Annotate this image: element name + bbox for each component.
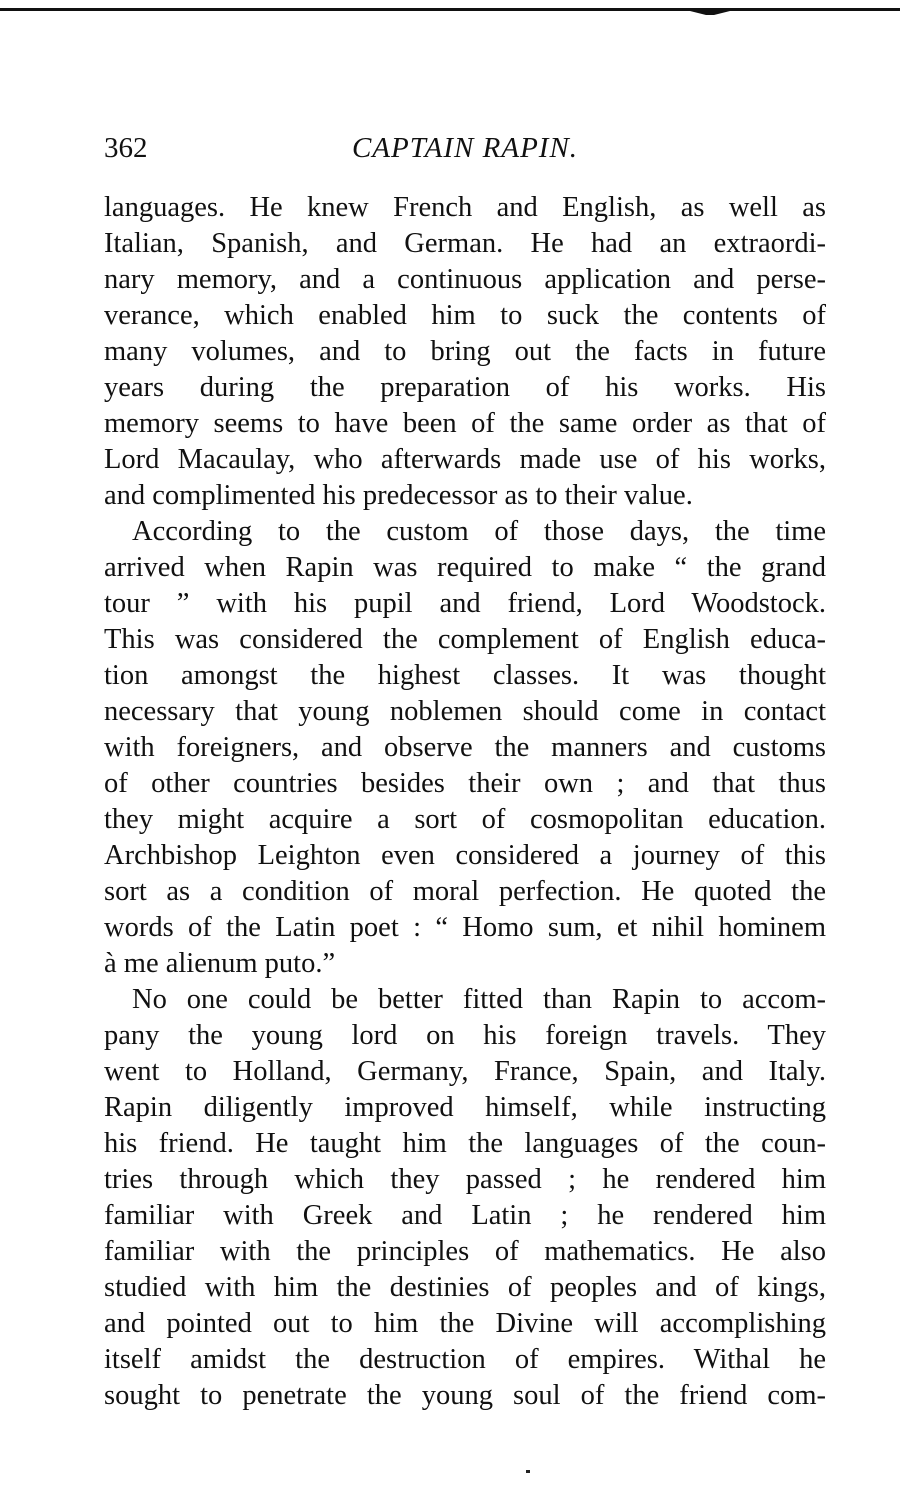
text-line: Rapin diligently improved himself, while instructing: [104, 1092, 826, 1123]
page-title: CAPTAIN RAPIN.: [351, 132, 579, 164]
top-rule-notch: [690, 11, 730, 15]
text-line: verance, which enabled him to suck the contents of: [104, 300, 826, 331]
text-line: According to the custom of those days, the time: [132, 516, 826, 547]
text-line: many volumes, and to bring out the facts in future: [104, 336, 826, 367]
paragraph-2: [104, 514, 826, 982]
text-line: years during the preparation of his works. His: [104, 372, 826, 403]
book-page: [104, 128, 826, 1414]
paragraph-3: [104, 982, 826, 1414]
top-rule: [0, 8, 900, 11]
text-line: went to Holland, Germany, France, Spain, and Italy.: [104, 1056, 826, 1087]
text-line: sought to penetrate the young soul of the friend com-: [104, 1380, 826, 1411]
text-line: Italian, Spanish, and German. He had an extraordi-: [104, 228, 826, 259]
text-line: familiar with Greek and Latin ; he rendered him: [104, 1200, 826, 1231]
text-line: tries through which they passed ; he rendered him: [104, 1164, 826, 1195]
text-line: This was considered the complement of English educa-: [104, 624, 826, 655]
text-line: and complimented his predecessor as to their value.: [104, 480, 693, 511]
text-line: studied with him the destinies of peoples and of kings,: [104, 1272, 826, 1303]
text-line: Archbishop Leighton even considered a journey of this: [104, 840, 826, 871]
text-line: arrived when Rapin was required to make “ the grand: [104, 552, 826, 583]
text-line: pany the young lord on his foreign travels. They: [104, 1020, 826, 1051]
text-line: with foreigners, and observe the manners and customs: [104, 732, 826, 763]
text-line: memory seems to have been of the same order as that of: [104, 408, 826, 439]
text-line: sort as a condition of moral perfection. He quoted the: [104, 876, 826, 907]
text-line: and pointed out to him the Divine will accomplishing: [104, 1308, 826, 1339]
text-line: familiar with the principles of mathematics. He also: [104, 1236, 826, 1267]
text-line: of other countries besides their own ; and that thus: [104, 768, 826, 799]
text-line: No one could be better fitted than Rapin to accom-: [132, 984, 826, 1015]
body-text: [104, 190, 826, 1414]
text-line: words of the Latin poet : “ Homo sum, et nihil hominem: [104, 912, 826, 943]
print-speck: [526, 1470, 530, 1473]
text-line: nary memory, and a continuous application and perse-: [104, 264, 826, 295]
text-line: tour ” with his pupil and friend, Lord Woodstock.: [104, 588, 826, 619]
paragraph-1: [104, 190, 826, 514]
text-line: à me alienum puto.”: [104, 948, 336, 979]
page-number: 362: [104, 132, 148, 164]
text-line: itself amidst the destruction of empires. Withal he: [104, 1344, 826, 1375]
text-line: languages. He knew French and English, as well as: [104, 192, 826, 223]
text-line: tion amongst the highest classes. It was thought: [104, 660, 826, 691]
text-line: they might acquire a sort of cosmopolitan education.: [104, 804, 826, 835]
text-line: necessary that young noblemen should come in contact: [104, 696, 826, 727]
running-head: [104, 128, 826, 172]
text-line: Lord Macaulay, who afterwards made use of his works,: [104, 444, 826, 475]
text-line: his friend. He taught him the languages of the coun-: [104, 1128, 826, 1159]
